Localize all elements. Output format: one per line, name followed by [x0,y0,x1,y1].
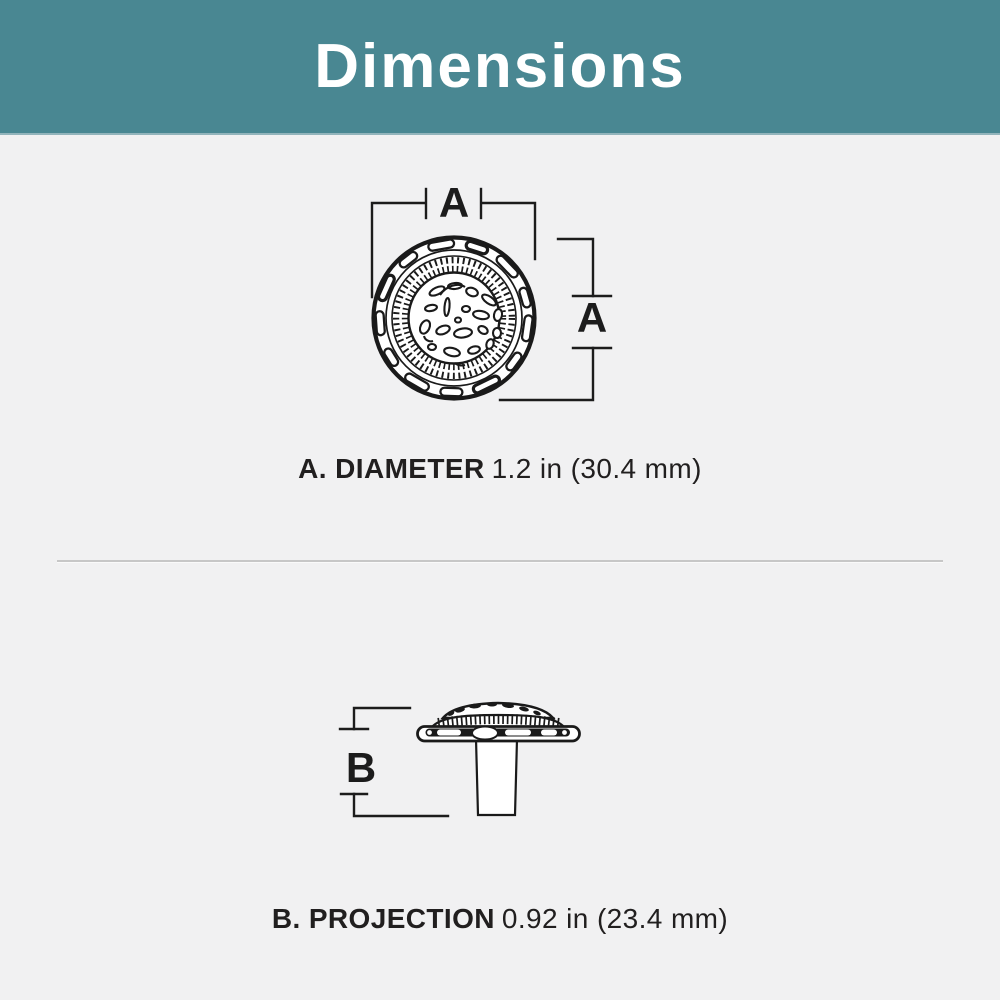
knob-profile [418,702,580,815]
header-bar [0,0,1000,135]
page-title: Dimensions [314,32,686,101]
caption-projection [0,903,1000,935]
dimension-b-letter: B [345,744,377,791]
caption-projection-value: 0.92 in (23.4 mm) [501,903,729,934]
section-divider [57,560,943,563]
knob-face [374,238,535,399]
caption-diameter-label: A. DIAMETER [298,453,485,484]
caption-projection-label: B. PROJECTION [271,903,495,934]
knob-side-view-illustration [333,693,587,825]
dimension-b-bracket [340,708,448,816]
knob-top-view-illustration [335,178,625,410]
caption-diameter [0,453,1000,485]
caption-diameter-value: 1.2 in (30.4 mm) [491,453,702,484]
dimension-a-letter-right: A [576,294,608,341]
knob-stem [476,739,517,815]
dimension-a-letter-top: A [438,179,470,226]
